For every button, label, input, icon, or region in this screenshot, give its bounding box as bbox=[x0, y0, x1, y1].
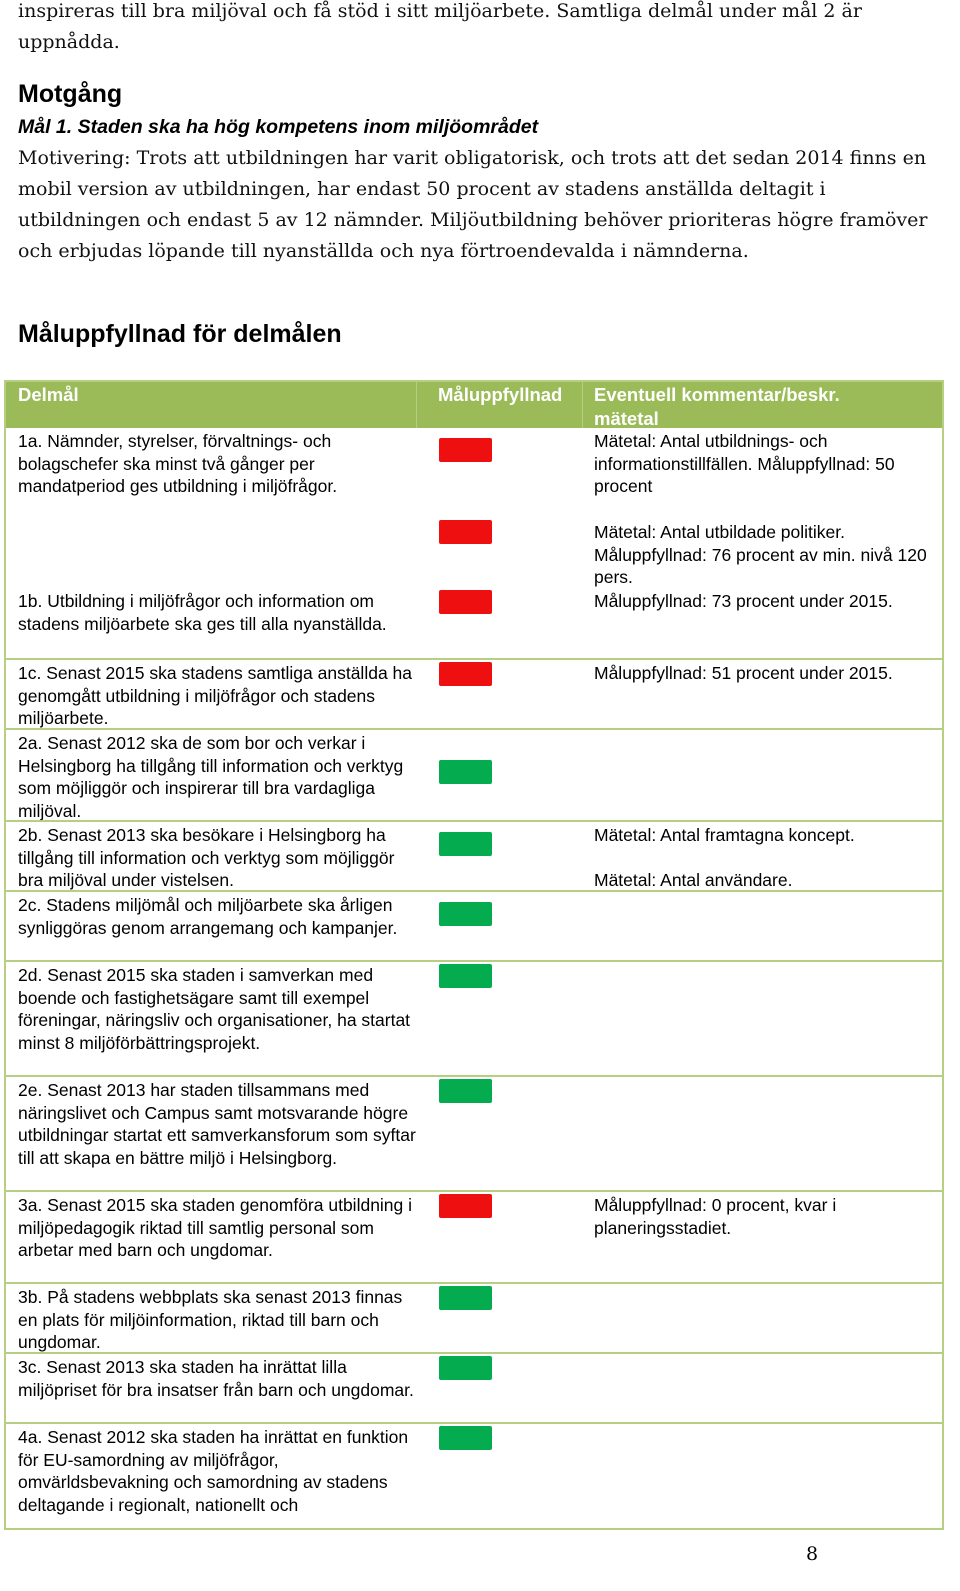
table-row bbox=[6, 890, 942, 960]
comment-text: Mätetal: Antal framtagna koncept. bbox=[594, 825, 855, 845]
fulfillment-table bbox=[4, 380, 944, 1530]
goal-text: 2c. Stadens miljömål och miljöarbete ska årligen synliggöras genom arrangemang och kampanjer. bbox=[18, 895, 398, 938]
green-status-indicator bbox=[439, 832, 492, 856]
column-header-status: Måluppfyllnad bbox=[438, 384, 563, 405]
red-status-indicator bbox=[439, 1194, 492, 1218]
red-status-indicator bbox=[439, 520, 492, 544]
table-row bbox=[6, 728, 942, 820]
comment-text: Mätetal: Antal utbildnings- och informationstillfällen. Måluppfyllnad: 50 procent bbox=[594, 431, 895, 497]
green-status-indicator bbox=[439, 1426, 492, 1450]
table-header bbox=[6, 382, 942, 428]
column-header-comment: Eventuell kommentar/beskr. mätetal bbox=[594, 384, 840, 429]
fulfillment-heading: Måluppfyllnad för delmålen bbox=[18, 320, 342, 348]
table-row bbox=[6, 1075, 942, 1190]
header-divider bbox=[582, 382, 583, 428]
red-status-indicator bbox=[439, 662, 492, 686]
table-row bbox=[6, 658, 942, 728]
comment-text: Mätetal: Antal utbildade politiker. Måluppfyllnad: 76 procent av min. nivå 120 pers. bbox=[594, 522, 927, 588]
green-status-indicator bbox=[439, 902, 492, 926]
goal-text: 1c. Senast 2015 ska stadens samtliga anställda ha genomgått utbildning i miljöfrågor och stadens miljöarbete. bbox=[18, 663, 412, 729]
green-status-indicator bbox=[439, 1079, 492, 1103]
green-status-indicator bbox=[439, 760, 492, 784]
motivation-paragraph: Motivering: Trots att utbildningen har varit obligatorisk, och trots att det sedan 2014 finns en mobil version av utbildningen, har endast 50 procent av stadens anställda deltagit i utbildningen och endast 5 av 12 nämnder. Miljöutbildning behöver prioriteras högre framöver och erbjudas löpande till nyanställda och nya förtroendevalda i nämnderna. bbox=[18, 147, 928, 262]
goal-text: 3c. Senast 2013 ska staden ha inrättat lilla miljöpriset för bra insatser från barn och ungdomar. bbox=[18, 1357, 414, 1400]
comment-text: Mätetal: Antal användare. bbox=[594, 870, 793, 890]
table-row bbox=[6, 820, 942, 890]
column-header-goal: Delmål bbox=[18, 384, 79, 405]
page-number: 8 bbox=[806, 1543, 819, 1565]
goal-text: 3a. Senast 2015 ska staden genomföra utbildning i miljöpedagogik riktad till samtlig personal som arbetar med barn och ungdomar. bbox=[18, 1195, 413, 1261]
green-status-indicator bbox=[439, 1286, 492, 1310]
table-row bbox=[6, 960, 942, 1075]
green-status-indicator bbox=[439, 1356, 492, 1380]
green-status-indicator bbox=[439, 964, 492, 988]
table-row bbox=[6, 1282, 942, 1352]
intro-paragraph: inspireras till bra miljöval och få stöd i sitt miljöarbete. Samtliga delmål under mål 2 är uppnådda. bbox=[18, 0, 862, 53]
table-row bbox=[6, 1422, 942, 1528]
comment-text: Måluppfyllnad: 51 procent under 2015. bbox=[594, 663, 893, 683]
goal-text: 2b. Senast 2013 ska besökare i Helsingborg ha tillgång till information och verktyg som möjliggör bra miljöval under vistelsen. bbox=[18, 825, 395, 891]
goal-text: 2e. Senast 2013 har staden tillsammans med näringslivet och Campus samt motsvarande högre utbildningar startat ett samverkansforum som syftar till att skapa en bättre miljö i Helsingborg. bbox=[18, 1080, 416, 1169]
goal-text: 1a. Nämnder, styrelser, förvaltnings- och bolagschefer ska minst två gånger per mandatperiod ges utbildning i miljöfrågor. bbox=[18, 431, 338, 497]
table-row bbox=[6, 428, 942, 598]
red-status-indicator bbox=[439, 438, 492, 462]
table-row bbox=[6, 1190, 942, 1282]
table-row bbox=[6, 588, 942, 658]
comment-text: Måluppfyllnad: 73 procent under 2015. bbox=[594, 591, 893, 611]
header-divider bbox=[416, 382, 417, 428]
goal-text: 2d. Senast 2015 ska staden i samverkan med boende och fastighetsägare samt till exempel föreningar, näringsliv och organisationer, ha startat minst 8 miljöförbättringsprojekt. bbox=[18, 965, 411, 1054]
goal-text: 3b. På stadens webbplats ska senast 2013 finnas en plats för miljöinformation, riktad till barn och ungdomar. bbox=[18, 1287, 403, 1353]
setback-heading: Motgång bbox=[18, 80, 123, 108]
comment-text: Måluppfyllnad: 0 procent, kvar i planeringsstadiet. bbox=[594, 1195, 837, 1238]
goal-text: 1b. Utbildning i miljöfrågor och information om stadens miljöarbete ska ges till alla nyanställda. bbox=[18, 591, 387, 634]
goal-text: 2a. Senast 2012 ska de som bor och verkar i Helsingborg ha tillgång till information och verktyg som möjliggör och inspirerar till bra vardagliga miljöval. bbox=[18, 733, 404, 822]
goal-title: Mål 1. Staden ska ha hög kompetens inom miljöområdet bbox=[18, 116, 539, 138]
goal-text: 4a. Senast 2012 ska staden ha inrättat en funktion för EU-samordning av miljöfrågor, omvärldsbevakning och samordning av stadens deltagande i regionalt, nationellt och bbox=[18, 1427, 409, 1516]
table-row bbox=[6, 1352, 942, 1422]
red-status-indicator bbox=[439, 590, 492, 614]
